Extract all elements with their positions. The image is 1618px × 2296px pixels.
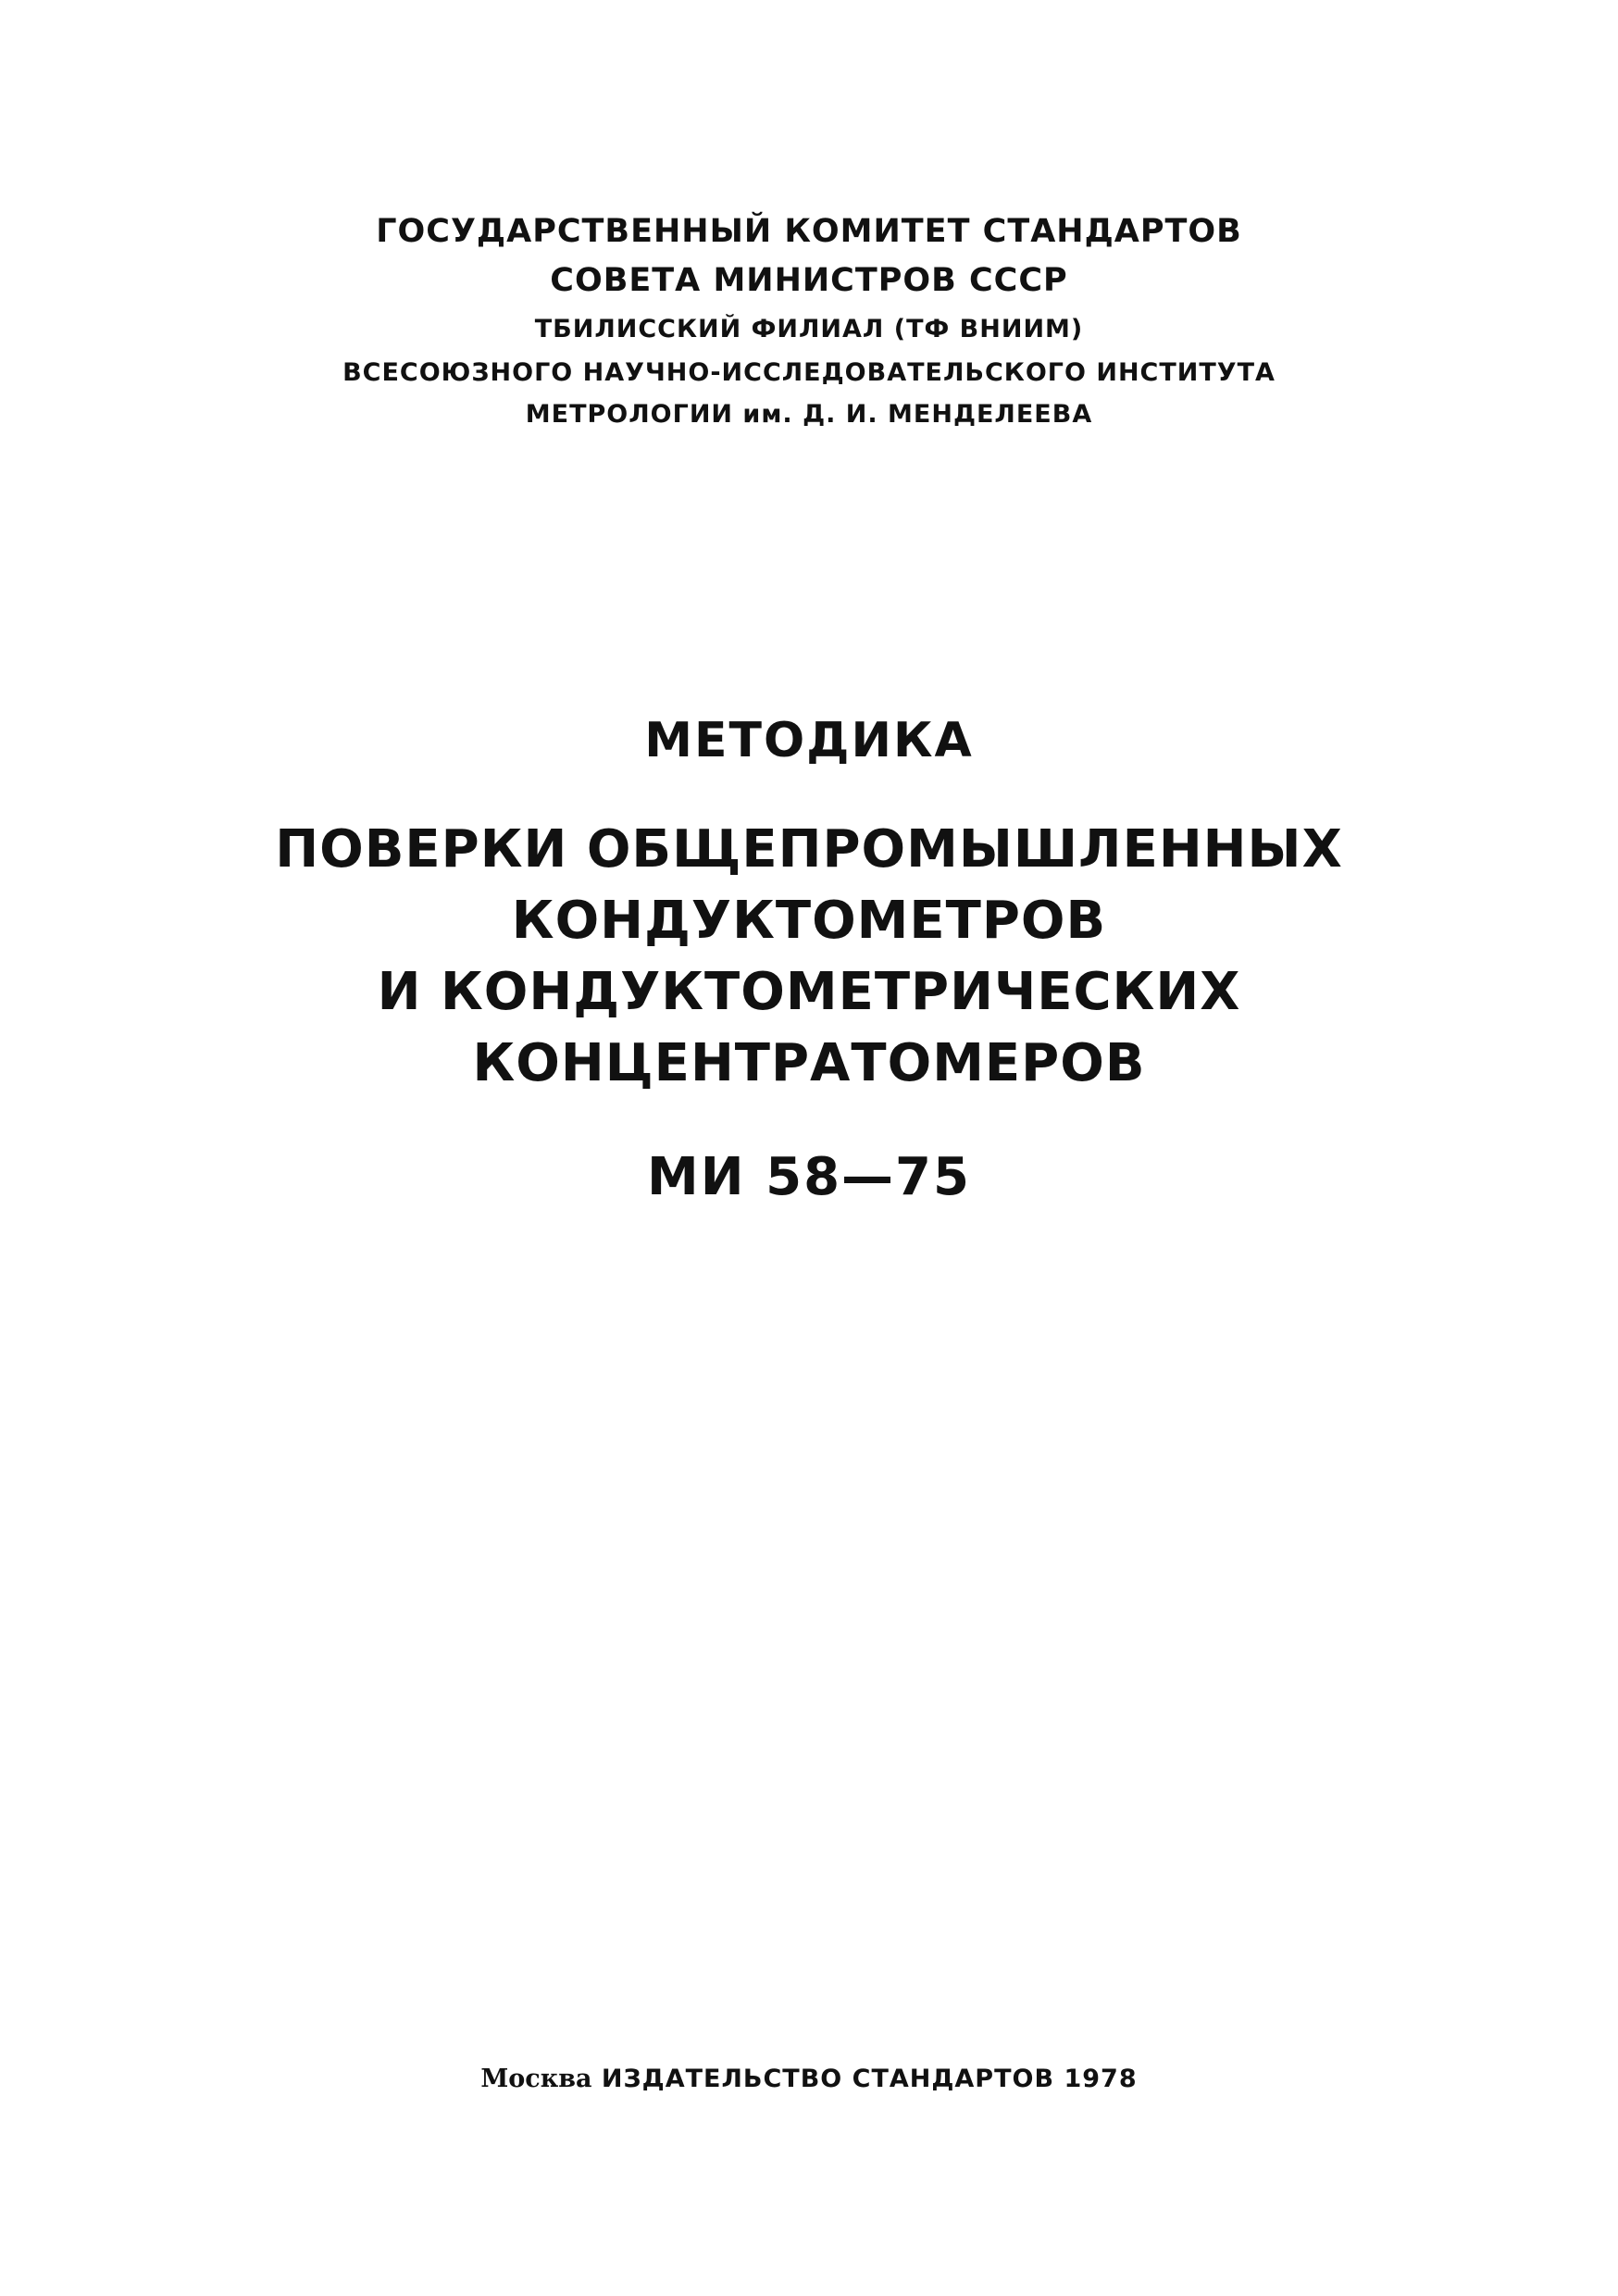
imprint <box>0 2066 1618 2091</box>
header-org-line-5: МЕТРОЛОГИИ им. Д. И. МЕНДЕЛЕЕВА <box>525 400 1093 429</box>
document-kind: МЕТОДИКА <box>644 713 974 768</box>
header-org-line-3: ТБИЛИССКИЙ ФИЛИАЛ (ТФ ВНИИМ) <box>534 315 1084 343</box>
imprint-year: 1978 <box>1064 2065 1138 2093</box>
title-line-1: ПОВЕРКИ ОБЩЕПРОМЫШЛЕННЫХ <box>275 819 1343 880</box>
title-line-2: КОНДУКТОМЕТРОВ <box>511 891 1107 951</box>
document-code: МИ 58—75 <box>647 1147 971 1207</box>
title-line-3: И КОНДУКТОМЕТРИЧЕСКИХ <box>377 962 1241 1022</box>
header-org-line-2: СОВЕТА МИНИСТРОВ СССР <box>550 262 1068 299</box>
header-org-line-1: ГОСУДАРСТВЕННЫЙ КОМИТЕТ СТАНДАРТОВ <box>376 213 1242 250</box>
imprint-city: Москва <box>480 2065 592 2093</box>
title-line-4: КОНЦЕНТРАТОМЕРОВ <box>472 1033 1146 1093</box>
imprint-publisher: ИЗДАТЕЛЬСТВО СТАНДАРТОВ <box>601 2065 1055 2093</box>
header-org-line-4: ВСЕСОЮЗНОГО НАУЧНО-ИССЛЕДОВАТЕЛЬСКОГО ИНСТИТУТА <box>342 358 1276 387</box>
